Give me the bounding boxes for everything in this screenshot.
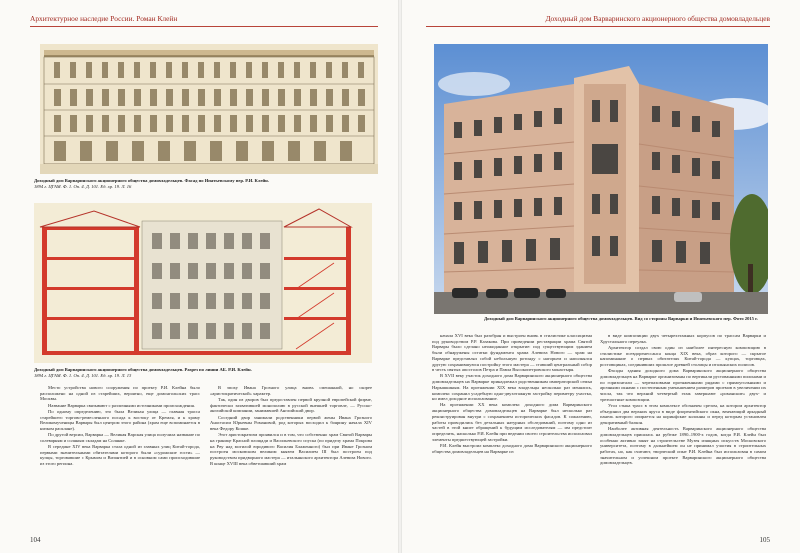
paragraph: На протяжении XX века комплекс доходного дома Варваринского акционерного общества домовладельцев на Варварке был несколько раз реконструирован внутри с сохранением исторических фасадов. К сожалению, работы проводились без детальных натурных обследований, поэтому одно из частей в этой книге обращений к будущим исследователям — им предстоит определить, насколько Р.И. Клейн при ведении своего строительства использовал элементы предшествующей застройки. [432,402,592,442]
paragraph: По одному определению, это была Великая улица — главная трасса старейшего торгово-ремесленного посада к востоку от Кремля, и к храму Великомученицы Варвары был центром этого района (храм еще вспоминается в низком расклане). [40,408,200,431]
facade-elevation-drawing [40,44,378,174]
paragraph: По другой версии, Варварка — Великая Варская улица получила название по солеварням и соляным складам на Солянке. [40,432,200,443]
section-drawing-svg [34,203,372,363]
paragraph: Р.И. Клейн выстроил комплекс доходного дома Варваринского акционерного общества домовладельцев на Варварке из [432,442,592,454]
page-number-left: 104 [30,536,41,544]
running-head-left: Архитектурное наследие России. Роман Клейн [30,14,178,23]
paragraph: Угол стыка трасс в этом комплексе обозначен срезом, на котором архитектор объединил два верхних яруса в виде флорентийского окна, венчающий аркадный панель которого опирается на коринфские колонны и перед которым установлен декоративный балкон. [600,402,766,426]
paragraph: начала XVI века был разобран и выстроен вновь в стилистике классицизма под руководством Р.Р. Казакова. При проведении реставрации храма Святой Варвары было сделано неожиданное открытие: под существующим зданием были обнаружены остатки фундамента храма Алевиза Нового — храм на Варварке представлял собой небольшую ротонду с нагорьем и наполнялся другую сохранившуюся постройку этого мастера — ставший центральный собор в честь святых апостолов Петра и Павла Высокопетровского монастыря. [432,333,592,373]
paragraph: Фасады здания доходного дома Варваринского акционерного общества домовладельцев на Варварке организованы по вертикали рустованными пилонами и по горизонтали — черепаховыми протяженными рядами с прямоугольными и арочными окнами с постепенным уменьшением размеров проемов в увеличении их числа, так что верхний четвертый этаж завершают «романские» двух- и трехчастные композиции. [600,368,766,402]
paragraph: Наиболее активная деятельность Варваринского акционерного общества домовладельцев пришлась на рубеже 1890–1900-х годов, когда Р.И. Клейн был особенно активно занят на строительстве Музея изящных искусств Московского университета, поэтому в дальнейшем он не принимал участия в строительных работах, но, как считают, творческий опыт Р.И. Клейна был использован в самом значительном и успешном проекте Варваринского акционерного общества домовладельцев. [600,426,766,466]
right-text-column-1 [432,333,592,528]
figure1-caption-source: 1894 г. ЦГАМ. Ф. 1. Оп. 4. Д. 101. Ед. хр. 19. Л. 16 [34,184,132,190]
figure2-caption [34,367,379,380]
header-rule-right [426,26,770,27]
paragraph: В середине XIV века Варварка стала одной из главных улиц Китай-города, первыми значительными обитателями которого были «сурожские гости» — купцы, торговавшие с Крымом и Византией и в основном сами происходившие из этого региона. [40,444,200,467]
page-number-right: 105 [759,536,770,544]
paragraph: в виде композиции двух четырехэтажных корпусов по трассам Варварки и Хрустального переулка. [600,333,766,344]
right-text-column-2 [600,333,766,528]
header-rule-left [30,26,378,27]
paragraph: Соседний двор занимали родственники первой жены Ивана Грозного Анастасии Юрьевны Романовой, род которых восходил к боярину начала XIV века Федору Кошке. [210,414,372,431]
figure2-caption-source: 1894 г. ЦГАМ. Ф. 1. Оп. 4. Д. 101. Ед. хр. 19. Л. 13 [34,373,132,379]
figure1-caption [34,178,379,191]
paragraph: Этот аристократизм проявился и в том, что собственно храм Святой Варвары на границе Красной площади и Васильевского спуска (по приделу храма Покрова на Рву над могилой юродивого Василия Блаженного) был при Иване Грозном построен московским великим князем Василием III был построен под руководством придворного мастера — итальянского архитектора Алевиза Нового. В конце XVIII века обветшавший храм [210,432,372,466]
figure2-caption-title: Доходный дом Варваринского акционерного общества домовладельцев. Разрез по линии АБ. Р.И. Клейн. [34,367,252,372]
paragraph: Архитектор создал свою один из наиболее интересную композицию в стилистике псевдоренессанса конца XIX века, образ которого — скрытое напоминание о первых обитателях Китай-города — купцах, торговцах, ростовщиках, соединивших прошлое древней столицы и итальянских полисов. [600,344,766,368]
paragraph: Место устройства нового сооружения по проекту Р.И. Клейна было расположено на одной из старейших, вероятно, еще домонгольских трасс Москвы. [40,385,200,402]
section-drawing [34,203,372,363]
paragraph: В эпоху Ивана Грозного улица вновь смешанной, но скорее «аристократической» характер. [210,385,372,396]
left-text-column-2 [210,385,372,525]
paragraph: Название Варварка связывают с различными источниками происхождения. [48,402,195,408]
building-photo-svg [434,44,768,314]
paragraph: Так, один из дворов был предоставлен первой крупной европейской фирме, фактически захватившей монополию в русской внешней торговле, — Русско-английской компании, занимавшей Английский двор. [210,396,372,414]
building-photo [434,44,768,314]
running-head-right: Доходный дом Варваринского акционерного общества домовладельцев [545,14,770,23]
left-text-column-1 [40,385,200,525]
facade-drawing-svg [40,44,378,174]
photo-caption-text: Доходный дом Варваринского акционерного общества домовладельцев. Вид со стороны Варварки и Ипатьевского пер. Фото 2015 г. [484,316,758,321]
paragraph: В XVII веку участок доходного дома Варваринского акционерного общества домовладельцев на Варварке принадлежал родственникам императорской семьи Нарышкиным. На протяжении XIX века владельцы несколько раз менялись, комплекс сохранил усадебную одно-двухэтажную застройку периметру участка, но имел доходное использование. [432,373,592,402]
figure1-caption-title: Доходный дом Варваринского акционерного общества домовладельцев. Фасад по Ипатьевскому пер. Р.И. Клейн. [34,178,269,183]
photo-caption [484,316,774,322]
